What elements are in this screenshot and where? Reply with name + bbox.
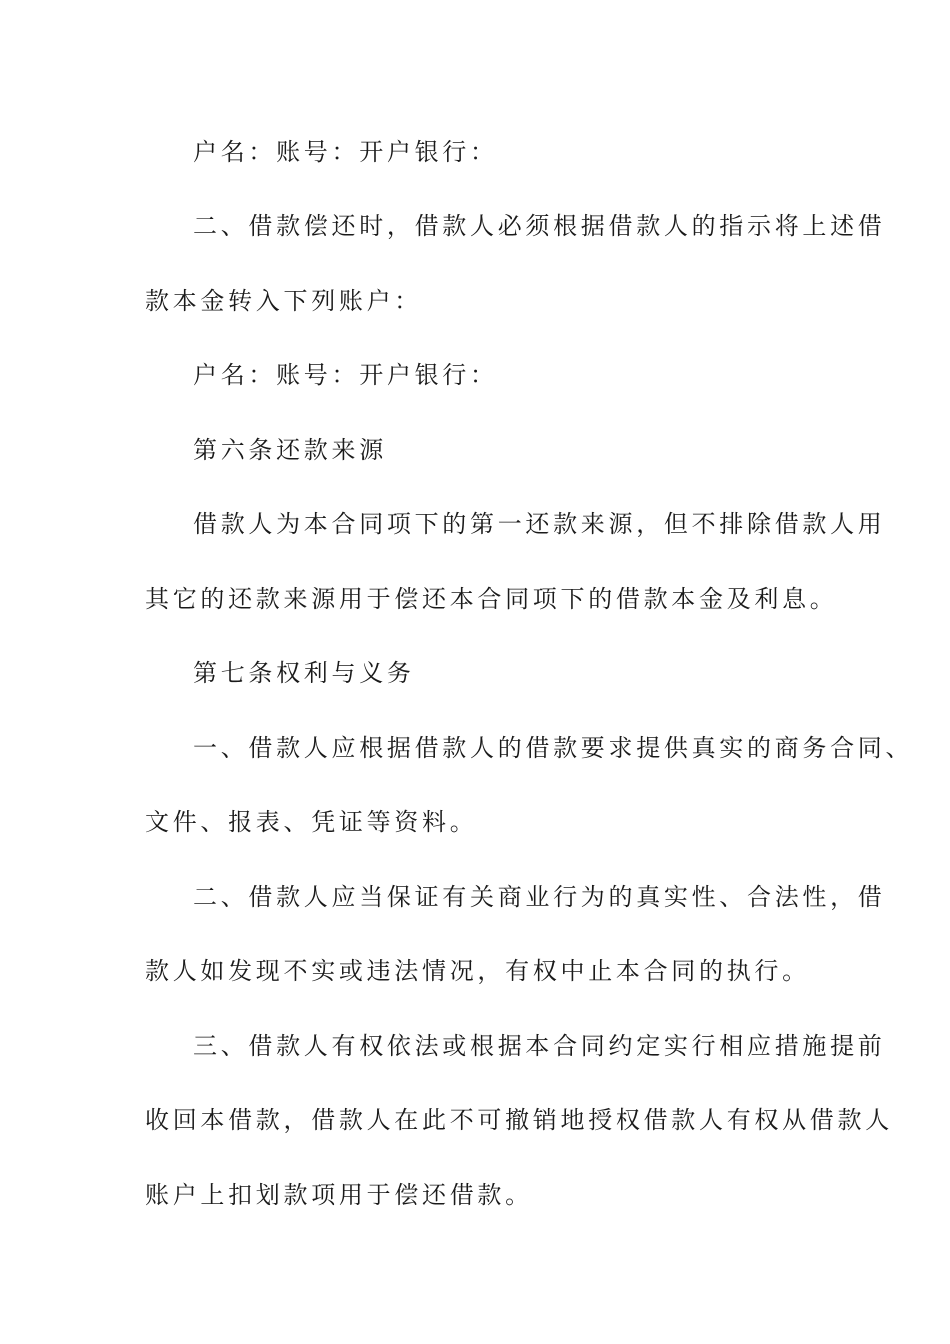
repayment-clause-2-line-2: 款本金转入下列账户： <box>145 287 422 315</box>
article-7-clause-3-line-2: 收回本借款，借款人在此不可撤销地授权借款人有权从借款人 <box>145 1106 893 1134</box>
article-7-clause-2-line-2: 款人如发现不实或违法情况，有权中止本合同的执行。 <box>145 957 810 985</box>
article-6-paragraph-line-2: 其它的还款来源用于偿还本合同项下的借款本金及利息。 <box>145 585 838 613</box>
article-7-clause-3-line-1: 三、借款人有权依法或根据本合同约定实行相应措施提前 <box>193 1032 886 1060</box>
article-6-heading: 第六条还款来源 <box>193 436 387 464</box>
account-info-line-2: 户名：账号：开户银行： <box>193 361 498 389</box>
article-7-clause-3-line-3: 账户上扣划款项用于偿还借款。 <box>145 1181 533 1209</box>
repayment-clause-2-line-1: 二、借款偿还时，借款人必须根据借款人的指示将上述借 <box>193 212 886 240</box>
account-info-line: 户名：账号：开户银行： <box>193 138 498 166</box>
article-6-paragraph-line-1: 借款人为本合同项下的第一还款来源，但不排除借款人用 <box>193 510 886 538</box>
article-7-heading: 第七条权利与义务 <box>193 659 415 687</box>
article-7-clause-2-line-1: 二、借款人应当保证有关商业行为的真实性、合法性，借 <box>193 883 886 911</box>
article-7-clause-1-line-2: 文件、报表、凭证等资料。 <box>145 808 478 836</box>
article-7-clause-1-line-1: 一、借款人应根据借款人的借款要求提供真实的商务合同、 <box>193 734 914 762</box>
